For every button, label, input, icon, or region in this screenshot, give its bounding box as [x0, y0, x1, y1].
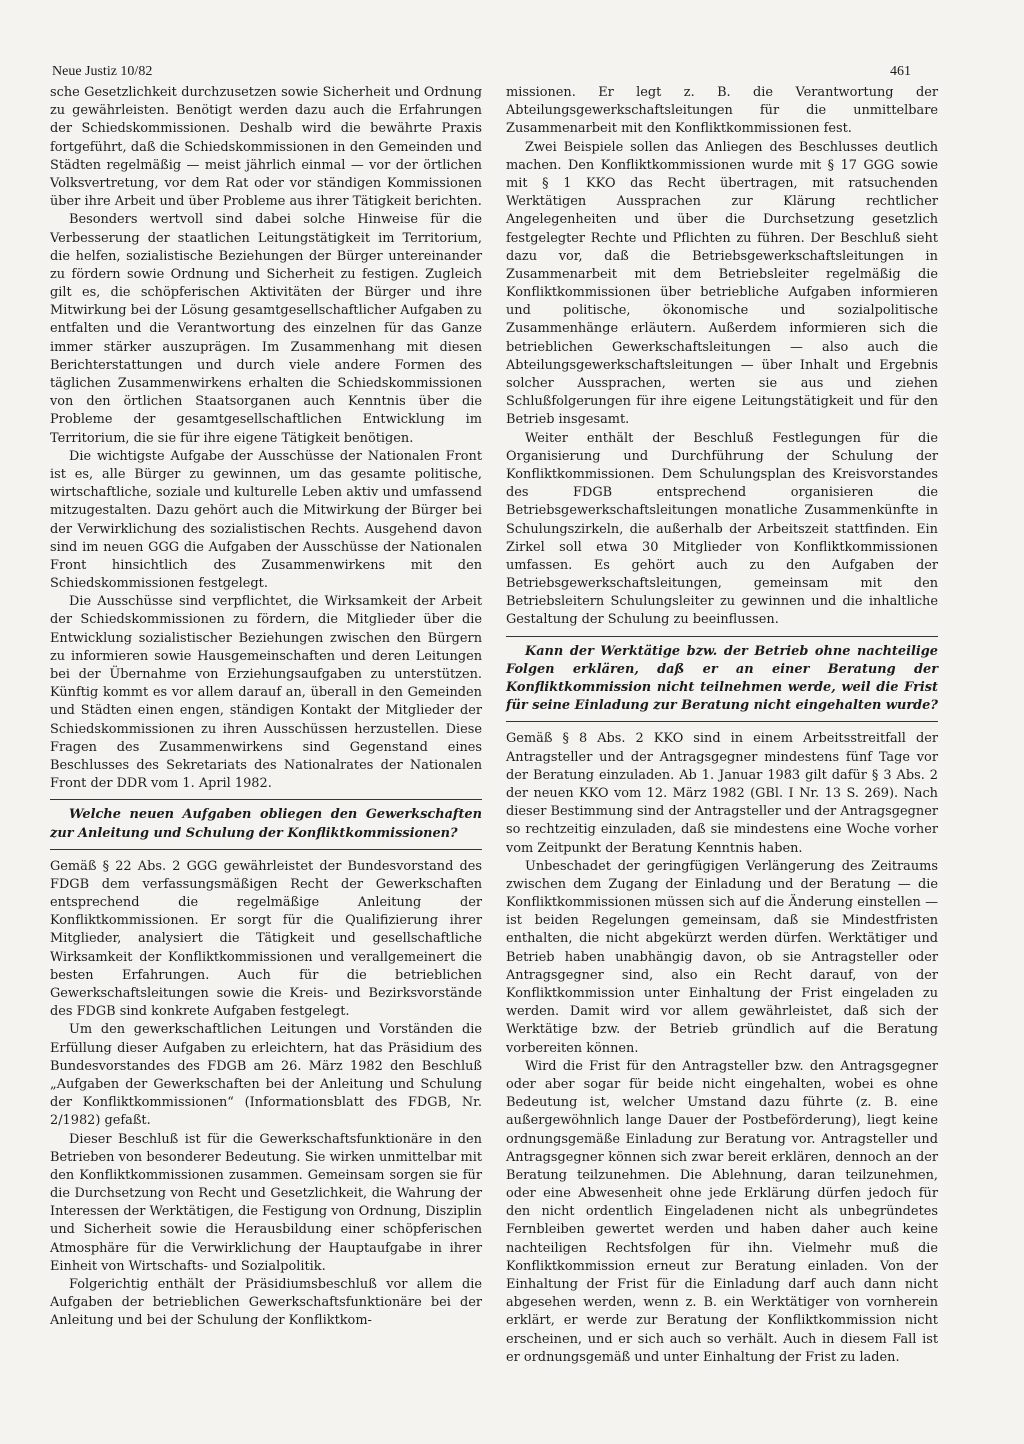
- paragraph: Unbeschadet der geringfügigen Verlängerung des Zeitraums zwischen dem Zugang der Einladung und der Beratung — die Konfliktkommissionen müssen sich auf die Änderung einstellen — ist beiden Regelungen gemeinsam, daß sie Mindestfristen enthalten, die nicht abgekürzt werden dürfen. Werktätiger und Betrieb haben unabhängig davon, ob sie Antragsteller oder Antragsgegner sind, also ein Recht darauf, von der Konfliktkommission unter Einhaltung der Frist eingeladen zu werden. Damit wird vor allem gewährleistet, daß sich der Werktätige bzw. der Betrieb gründlich auf die Beratung vorbereiten können.: [506, 858, 938, 1056]
- paragraph: Die wichtigste Aufgabe der Ausschüsse der Nationalen Front ist es, alle Bürger zu gewinnen, um das gesamte politische, wirtschaftliche, soziale und kulturelle Leben aktiv und umfassend mitzugestalten. Dazu gehört auch die Mitwirkung der Bürger bei der Verwirklichung des sozialistischen Rechts. Ausgehend davon sind im neuen GGG die Aufgaben der Ausschüsse der Nationalen Front hinsichtlich des Zusammenwirkens mit den Schiedskommissionen festgelegt.: [50, 448, 482, 592]
- paragraph: missionen. Er legt z. B. die Verantwortung der Abteilungsgewerkschaftsleitungen für die unmittelbare Zusammenarbeit mit den Konfliktkommissionen fest.: [506, 85, 938, 137]
- paragraph: Wird die Frist für den Antragsteller bzw. den Antragsgegner oder aber sogar für beide nicht eingehalten, wobei es ohne Bedeutung ist, welcher Umstand dazu führte (z. B. eine außergewöhnlich lange Dauer der Postbeförderung), liegt keine ordnungsgemäße Einladung zur Beratung vor. Antragsteller und Antragsgegner können sich zwar bereit erklären, dennoch an der Beratung teilzunehmen. Die Ablehnung, daran teilzunehmen, oder eine Abwesenheit ohne jede Erklärung dürfen jedoch für den nicht ordentlich Eingeladenen nicht als unbegründetes Fernbleiben gewertet werden und haben daher auch keine nachteiligen Rechtsfolgen für ihn. Vielmehr muß die Konfliktkommission erneut zur Beratung einladen. Von der Einhaltung der Frist für die Einladung darf auch dann nicht abgesehen werden, wenn z. B. ein Werktätiger von vornherein erklärt, er werde zur Beratung der Konfliktkommission nicht erscheinen, und er sich auch so verhält. Auch in diesem Fall ist er ordnungsgemäß und unter Einhaltung der Frist zu laden.: [506, 1058, 938, 1365]
- paragraph: Um den gewerkschaftlichen Leitungen und Vorständen die Erfüllung dieser Aufgaben zu erleichtern, hat das Präsidium des Bundesvorstandes des FDGB am 26. März 1982 den Beschluß „Aufgaben der Gewerkschaften bei der Anleitung und Schulung der Konfliktkommissionen“ (Informationsblatt des FDGB, Nr. 2/1982) gefaßt.: [50, 1022, 482, 1129]
- right-column: [506, 84, 938, 1367]
- paragraph: Dieser Beschluß ist für die Gewerkschaftsfunktionäre in den Betrieben von besonderer Bedeutung. Sie wirken unmittelbar mit den Konfliktkommissionen zusammen. Gemeinsam sorgen sie für die Durchsetzung von Recht und Gesetzlichkeit, die Wahrung der Interessen der Werktätigen, die Festigung von Ordnung, Disziplin und Sicherheit sowie die Herausbildung einer schöpferischen Atmosphäre für die Verwirklichung der Hauptaufgabe in ihrer Einheit von Wirtschafts- und Sozialpolitik.: [50, 1131, 482, 1274]
- question-box: [506, 636, 938, 731]
- paragraph: Weiter enthält der Beschluß Festlegungen für die Organisierung und Durchführung der Schulung der Konfliktkommissionen. Dem Schulungsplan des Kreisvorstandes des FDGB entsprechend organisieren die Betriebsgewerkschaftsleitungen monatliche Zusammenkünfte in Schulungszirkeln, die außerhalb der Arbeitszeit stattfinden. Ein Zirkel soll etwa 30 Mitglieder von Konfliktkommissionen umfassen. Es gehört auch zu den Aufgaben der Betriebsgewerkschaftsleitungen, gemeinsam mit den Betriebsleitern Schulungsleiter zu gewinnen und die inhaltliche Gestaltung der Schulung zu beeinflussen.: [506, 430, 938, 628]
- paragraph: sche Gesetzlichkeit durchzusetzen sowie Sicherheit und Ordnung zu gewährleisten. Benötigt werden dazu auch die Erfahrungen der Schiedskommissionen. Deshalb wird die bewährte Praxis fortgeführt, daß die Schiedskommissionen in den Gemeinden und Städten regelmäßig — meist jährlich einmal — vor der örtlichen Volksvertretung, vor dem Rat oder vor ständigen Kommissionen über ihre Arbeit und über Probleme aus ihrer Tätigkeit berichten.: [50, 85, 482, 210]
- paragraph: Folgerichtig enthält der Präsidiumsbeschluß vor allem die Aufgaben der betrieblichen Gewerkschaftsfunktionäre bei der Anleitung und bei der Schulung der Konfliktkom-: [50, 1277, 482, 1329]
- question-box: [50, 799, 482, 857]
- page-number: 461: [890, 64, 911, 79]
- divider: [506, 721, 938, 722]
- paragraph: Gemäß § 22 Abs. 2 GGG gewährleistet der Bundesvorstand des FDGB dem verfassungsmäßigen Recht der Gewerkschaften entsprechend die regelmäßige Anleitung der Konfliktkommissionen. Er sorgt für die Qualifizierung ihrer Mitglieder, analysiert die Tätigkeit und gesellschaftliche Wirksamkeit der Konfliktkommissionen und verallgemeinert die besten Erfahrungen. Auch für die betrieblichen Gewerkschaftsleitungen sowie die Kreis- und Bezirksvorstände des FDGB sind konkrete Aufgaben festgelegt.: [50, 858, 482, 1020]
- running-header: [52, 64, 911, 84]
- question-heading: Welche neuen Aufgaben obliegen den Gewerkschaften zur Anleitung und Schulung der Konfliktkommissionen?: [50, 807, 482, 841]
- paragraph: Gemäß § 8 Abs. 2 KKO sind in einem Arbeitsstreitfall der Antragsteller und der Antragsgegner mindestens fünf Tage vor der Beratung einzuladen. Ab 1. Januar 1983 gilt dafür § 3 Abs. 2 der neuen KKO vom 12. März 1982 (GBl. I Nr. 13 S. 269). Nach dieser Bestimmung sind der Antragsteller und der Antragsgegner so rechtzeitig einzuladen, daß sie mindestens eine Woche vorher vom Zeitpunkt der Beratung Kenntnis haben.: [506, 731, 938, 856]
- journal-title: Neue Justiz 10/82: [52, 64, 153, 79]
- paragraph: Besonders wertvoll sind dabei solche Hinweise für die Verbesserung der staatlichen Leitungstätigkeit im Territorium, die helfen, sozialistische Beziehungen der Bürger untereinander zu fördern sowie Ordnung und Sicherheit zu festigen. Zugleich gilt es, die schöpferischen Aktivitäten der Bürger und ihre Mitwirkung bei der Lösung gesamtgesellschaftlicher Aufgaben zu entfalten und die Verantwortung des einzelnen für das Ganze immer stärker auszuprägen. Im Zusammenhang mit diesen Berichterstattungen und durch viele andere Formen des täglichen Zusammenwirkens erhalten die Schiedskommissionen von den örtlichen Staatsorganen auch Kenntnis über die Probleme der gesamtgesellschaftlichen Entwicklung im Territorium, die sie für ihre eigene Tätigkeit benötigen.: [50, 212, 482, 446]
- question-heading: Kann der Werktätige bzw. der Betrieb ohne nachteilige Folgen erklären, daß er an einer Beratung der Konfliktkommission nicht teilnehmen werde, weil die Frist für seine Einladung zur Beratung nicht eingehalten wurde?: [506, 643, 938, 714]
- divider: [50, 799, 482, 800]
- divider: [506, 636, 938, 637]
- left-column: [50, 84, 482, 1331]
- divider: [50, 849, 482, 850]
- paragraph: Die Ausschüsse sind verpflichtet, die Wirksamkeit der Arbeit der Schiedskommissionen zu fördern, die Mitglieder über die Entwicklung sozialistischer Beziehungen zwischen den Bürgern zu informieren sowie Hausgemeinschaften und deren Leitungen bei der Übernahme von Erziehungsaufgaben zu unterstützen. Künftig kommt es vor allem darauf an, überall in den Gemeinden und Städten einen engen, ständigen Kontakt der Mitglieder der Schiedskommissionen zu ihren Ausschüssen herzustellen. Diese Fragen des Zusammenwirkens sind Gegenstand eines Beschlusses des Sekretariats des Nationalrates der Nationalen Front der DDR vom 1. April 1982.: [50, 594, 482, 792]
- paragraph: Zwei Beispiele sollen das Anliegen des Beschlusses deutlich machen. Den Konfliktkommissionen wurde mit § 17 GGG sowie mit § 1 KKO das Recht übertragen, mit ratsuchenden Werktätigen Aussprachen zur Klärung rechtlicher Angelegenheiten und über die Durchsetzung gesetzlich festgelegter Rechte und Pflichten zu führen. Der Beschluß sieht dazu vor, daß die Betriebsgewerkschaftsleitungen in Zusammenarbeit mit dem Betriebsleiter regelmäßig die Konfliktkommissionen über betriebliche Aufgaben informieren und politische, ökonomische und sozialpolitische Zusammenhänge erläutern. Außerdem informieren sich die betrieblichen Gewerkschaftsleitungen — also auch die Abteilungsgewerkschaftsleitungen — über Inhalt und Ergebnis solcher Aussprachen, werten sie aus und ziehen Schlußfolgerungen für ihre eigene Leitungstätigkeit und für den Betrieb insgesamt.: [506, 139, 938, 428]
